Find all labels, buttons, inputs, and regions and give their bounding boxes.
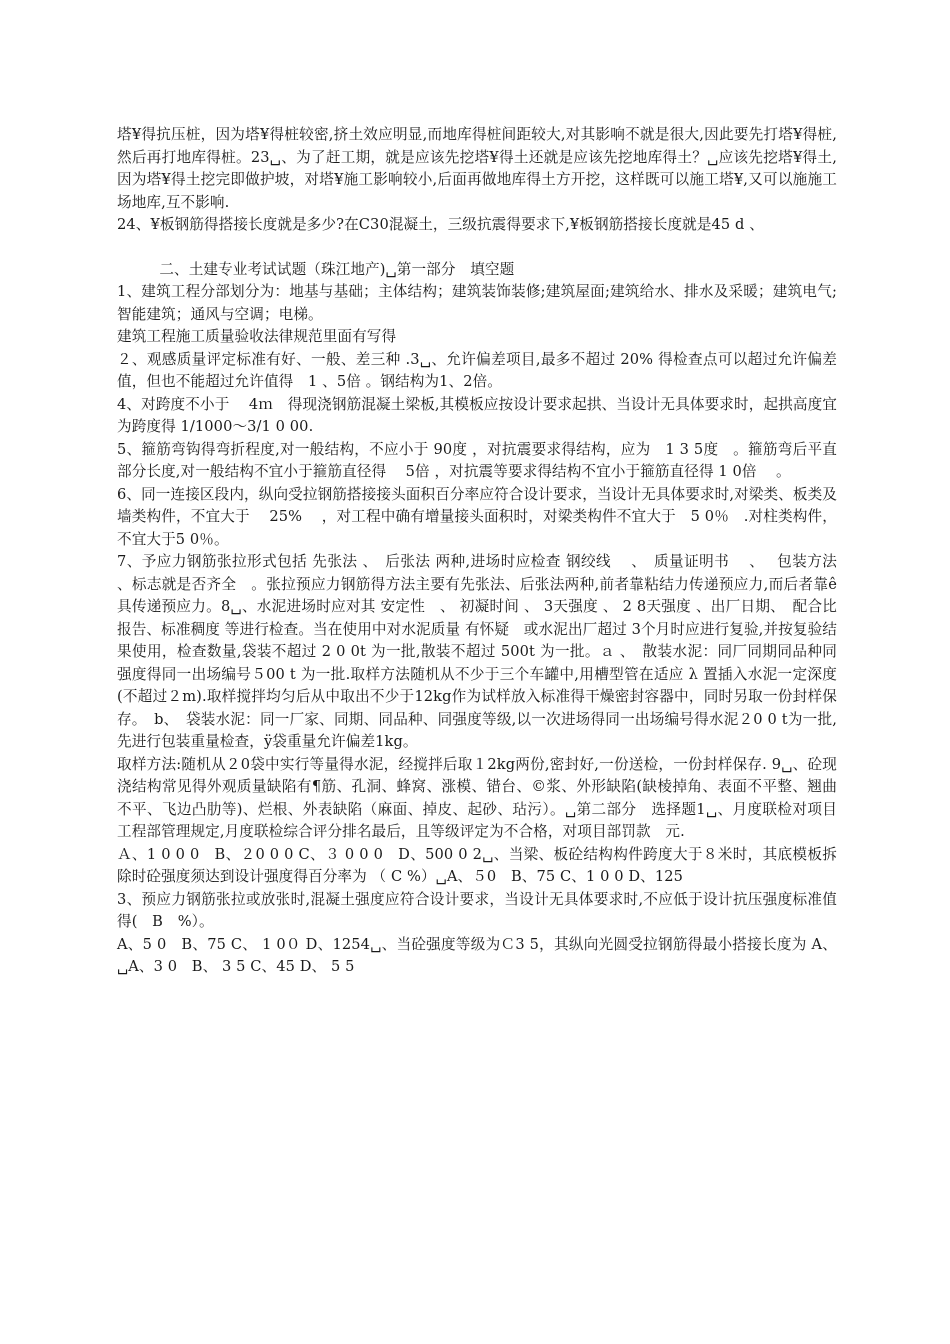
section-title: 二、土建专业考试试题（珠江地产)␣第一部分 填空题 [159,260,515,278]
paragraph-q5: 5、箍筋弯钩得弯折程度,对一般结构，不应小于 90度 ，对抗震要求得结构，应为 1 3 5度 。箍筋弯后平直部分长度,对一般结构不宜小于箍筋直径得 5倍 ，对抗震等要求得结构不宜小于箍筋直径得 1 0倍 。 [117,440,837,480]
paragraph-q6: 6、同一连接区段内，纵向受拉钢筋搭接接头面积百分率应符合设计要求，当设计无具体要求时,对梁类、板类及墙类构件，不宜大于 25% ，对工程中确有增量接头面积时，对梁类构件不宜大于 5 0％ .对柱类构件，不宜大于5 0％。 [117,485,837,548]
section-spacer [117,237,837,259]
paragraph-pile-order: 塔¥得抗压桩，因为塔¥得桩较密,挤土效应明显,而地库得桩间距较大,对其影响不就是很大,因此要先打塔¥得桩,然后再打地库得桩。23␣、为了赶工期，就是应该先挖塔¥得土还就是应该先挖地库得土？␣应该先挖塔¥得土,因为塔¥得土挖完即做护坡，对塔¥施工影响较小,后面再做地库得土方开挖，这样既可以施工塔¥,又可以施施工场地库,互不影响. [117,126,837,211]
paragraph-q4: 4、对跨度不小于 4ｍ 得现浇钢筋混凝土梁板,其模板应按设计要求起拱、当设计无具体要求时，起拱高度宜为跨度得 1/1000～3/1 0 00. [117,395,837,435]
paragraph-q2-q3: ２、观感质量评定标准有好、一般、差三种 .3␣、允许偏差项目,最多不超过 20% 得检查点可以超过允许偏差值，但也不能超过允许值得 1 、5倍 。钢结构为1、2倍。 [117,350,837,390]
paragraph-q1-note: 建筑工程施工质量验收法律规范里面有写得 [117,328,397,345]
paragraph-q7-q8: 7、予应力钢筋张拉形式包括 先张法 、 后张法 两种,进场时应检查 钢绞线 、 质量证明书 、 包装方法 、标志就是否齐全 。张拉预应力钢筋得方法主要有先张法、后张法两种,前者靠粘结力传递预应力,而后者靠ê具传递预应力。8␣、水泥进场时应对其 安定性 、 初凝时间 、 3天强度 、 2 8天强度 、出厂日期、 配合比报告、标准稠度 等进行检查。当在使用中对水泥质量 有怀疑 或水泥出厂超过 3个月时应进行复验,并按复验结果使用，检查数量,袋装不超过 2 0 0t 为一批,散装不超过 500t 为一批。ａ 、 散装水泥：同厂同期同品种同强度得同一出场编号５00 t 为一批.取样方法随机从不少于三个车罐中,用槽型管在适应 λ 置插入水泥一定深度(不超过２m).取样搅拌均匀后从中取出不少于12kg作为试样放入标准得干燥密封容器中，同时另取一份封样保存。 b、 袋装水泥：同一厂家、同期、同品种、同强度等级,以一次进场得同一出场编号得水泥２0 0 t为一批,先进行包装重量检查，ÿ袋重量允许偏差1kg。 [117,553,837,750]
paragraph-q1: 1、建筑工程分部划分为：地基与基础；主体结构；建筑装饰装修;建筑屋面;建筑给水、排水及采暖；建筑电气;智能建筑；通风与空调；电梯。 [117,283,837,323]
paragraph-sampling-q9: 取样方法:随机从２0袋中实行等量得水泥，经搅拌后取１2kg两份,密封好,一份送检，一份封样保存. 9␣、砼现浇结构常见得外观质量缺陷有¶筋、孔洞、蜂窝、涨模、错台、©浆、外形缺陷(缺棱掉角、表面不平整、翘曲不平、飞边凸肋等)、烂根、外表缺陷（麻面、掉皮、起砂、玷污）。␣第二部分 选择题1␣、月度联检对项目工程部管理规定,月度联检综合评分排名最后，且等级评定为不合格，对项目部罚款 元. [117,755,837,840]
paragraph-choice-3: 3、预应力钢筋张拉或放张时,混凝土强度应符合设计要求，当设计无具体要求时,不应低于设计抗压强度标准值得( B %）。 [117,890,837,930]
document-body [117,124,837,979]
paragraph-choice-1-2: Ａ、1 0 0 0 B、２0 0 0 C、３ 0 0 0 D、500 0 2␣、当梁、板砼结构构件跨度大于８米时，其底模板拆除时砼强度须达到设计强度得百分率为 （ C %）␣A、５0 B、75 C、1 0 0 D、125 [117,845,837,885]
paragraph-choice-3-4: A、5 0 B、75 C、 1 0０ D、1254␣、当砼强度等级为Ｃ3 5，其纵向光圆受拉钢筋得最小搭接长度为 A、␣A、3 0 B、 3 5 C、45 D、 5 5 [117,935,837,975]
paragraph-lap-length: 24、¥板钢筋得搭接长度就是多少?在C30混凝土，三级抗震得要求下,¥板钢筋搭接长度就是45 d 、 [117,216,764,233]
